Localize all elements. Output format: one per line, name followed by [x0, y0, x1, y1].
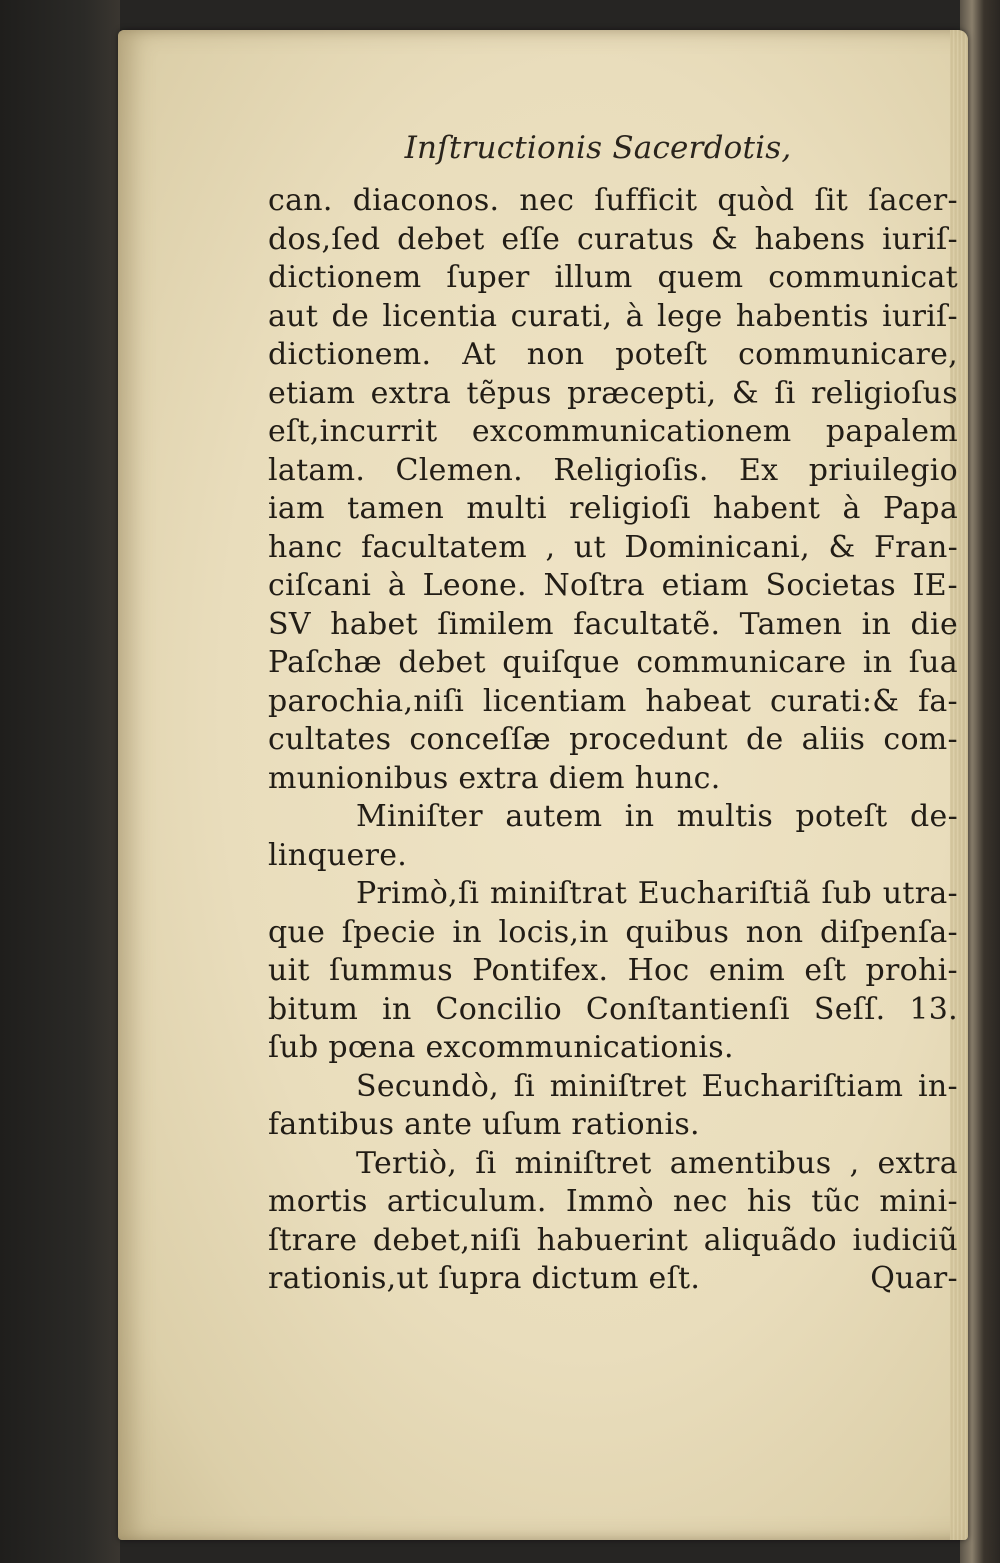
text-line: uit ſummus Pontifex. Hoc enim eſt prohi- [268, 953, 958, 988]
book-page [118, 30, 968, 1540]
text-line: linquere. [268, 837, 408, 873]
text-line: cultates conceſſæ procedunt de aliis com- [268, 722, 958, 757]
page-body [268, 182, 958, 1299]
text-line: dos,ſed debet eſſe curatus & habens iuriſ- [268, 221, 958, 257]
text-line: Miniſter autem in multis poteſt de- [356, 799, 958, 834]
text-line-final-body: rationis,ut ſupra dictum eſt. [268, 1261, 701, 1296]
text-line: Paſchæ debet quiſque communicare in ſua [268, 645, 958, 680]
text-line: SV habet ſimilem facultatẽ. Tamen in die [268, 606, 958, 642]
text-line: ſtrare debet,niſi habuerint aliquãdo iudiciũ [268, 1222, 958, 1258]
text-line: eſt,incurrit excommunicationem papalem [268, 414, 958, 449]
text-line: latam. Clemen. Religioſis. Ex priuilegio [268, 452, 958, 488]
text-line-final [268, 1260, 958, 1299]
running-head: Inſtructionis Sacerdotis, [404, 130, 792, 166]
text-line: munionibus extra diem hunc. [268, 760, 721, 796]
text-line: bitum in Concilio Conſtantienſi Seſſ. 13. [268, 991, 958, 1027]
text-line: iam tamen multi religioſi habent à Papa [268, 491, 958, 526]
text-line: can. diaconos. nec ſufficit quòd ſit ſacer- [268, 183, 958, 218]
text-line: Tertiò, ſi miniſtret amentibus , extra [356, 1145, 958, 1181]
text-line: ciſcani à Leone. Noſtra etiam Societas IE- [268, 568, 958, 603]
text-line: mortis articulum. Immò nec his tũc mini- [268, 1184, 958, 1219]
text-line: dictionem. At non poteſt communicare, [268, 337, 958, 372]
text-line: hanc facultatem , ut Dominicani, & Fran- [268, 529, 958, 565]
catchword: Quar- [870, 1261, 958, 1296]
text-line: Secundò, ſi miniſtret Euchariſtiam in- [356, 1068, 958, 1104]
text-line: etiam extra tẽpus præcepti, & ſi religioſus [268, 375, 958, 411]
text-line: que ſpecie in locis,in quibus non diſpenſa- [268, 914, 958, 950]
text-line: fantibus ante uſum rationis. [268, 1107, 700, 1142]
text-line: dictionem ſuper illum quem communicat [268, 260, 958, 295]
text-line: ſub pœna excommunicationis. [268, 1030, 734, 1065]
text-line: Primò,ſi miniſtrat Euchariſtiã ſub utra- [356, 876, 958, 911]
backdrop-left [0, 0, 120, 1563]
text-line: aut de licentia curati, à lege habentis iuriſ- [268, 298, 958, 334]
text-line: parochia,niſi licentiam habeat curati:& fa- [268, 683, 958, 719]
